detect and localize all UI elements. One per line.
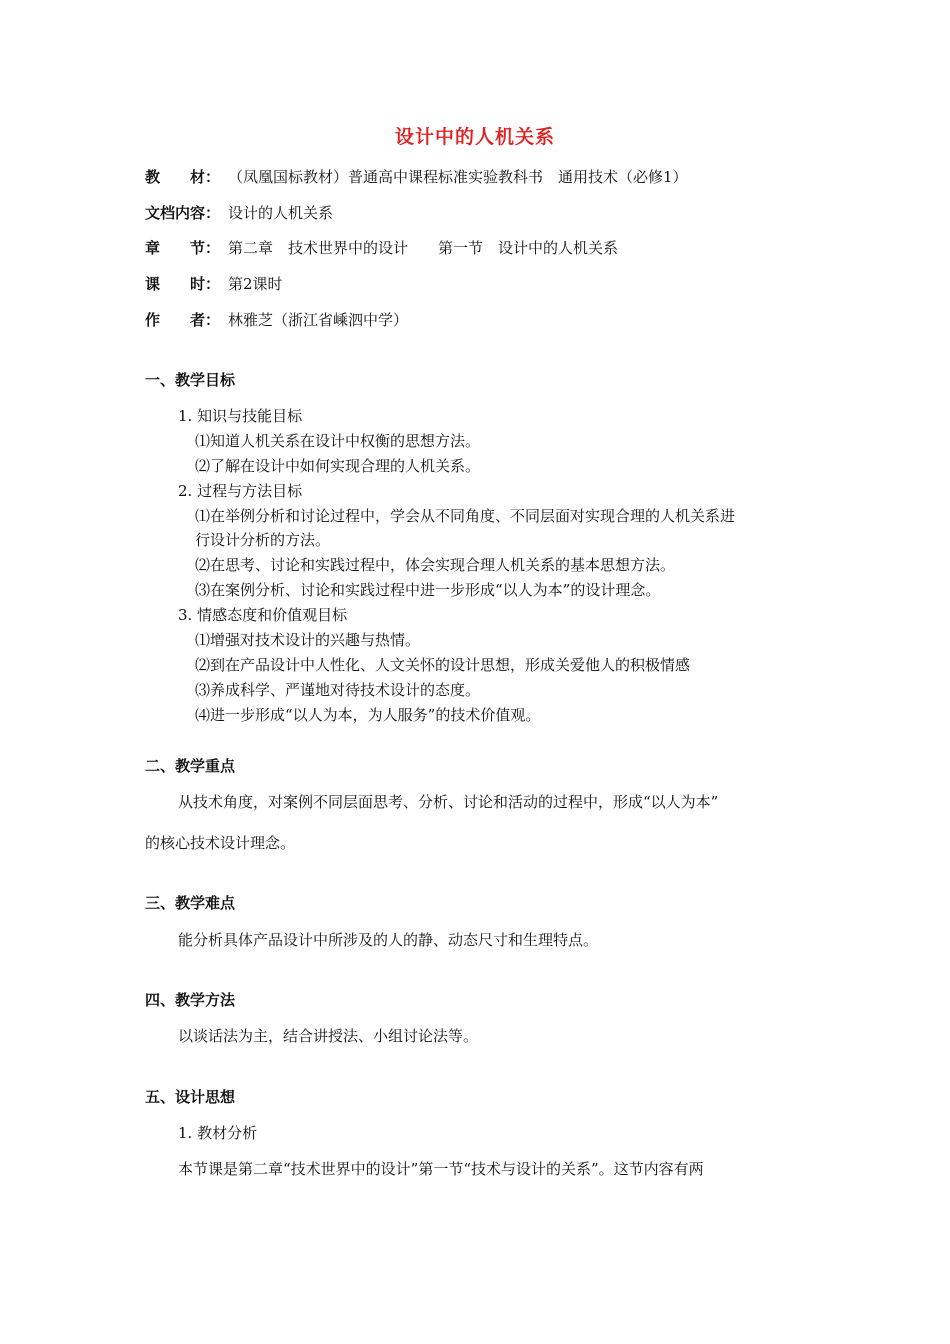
section-heading-methods: 四、教学方法 (145, 991, 236, 1009)
subsection-title: 1. 教材分析 (178, 1124, 258, 1142)
meta-row-content (145, 203, 333, 223)
meta-row-period (145, 274, 283, 294)
paragraph-line: 能分析具体产品设计中所涉及的人的静、动态尺寸和生理特点。 (178, 931, 599, 949)
meta-label: 章 节： (145, 239, 221, 257)
objective-item: 行设计分析的方法。 (195, 531, 331, 549)
meta-label: 课 时： (145, 275, 221, 293)
meta-row-chapter (145, 238, 618, 258)
meta-label: 文档内容： (145, 204, 221, 222)
meta-label: 作 者： (145, 311, 221, 329)
objective-item: ⑶养成科学、严谨地对待技术设计的态度。 (195, 681, 481, 699)
meta-value: 设计的人机关系 (228, 204, 334, 222)
objective-group-title: 3. 情感态度和价值观目标 (178, 606, 348, 624)
document-title: 设计中的人机关系 (394, 126, 555, 148)
section-heading-difficulties: 三、教学难点 (145, 894, 236, 912)
objective-item: ⑵在思考、讨论和实践过程中，体会实现合理人机关系的基本思想方法。 (195, 556, 676, 574)
meta-value: 第二章 技术世界中的设计 第一节 设计中的人机关系 (228, 239, 619, 257)
section-heading-design-thinking: 五、设计思想 (145, 1088, 236, 1106)
objective-item: ⑴知道人机关系在设计中权衡的思想方法。 (195, 432, 481, 450)
section-heading-objectives: 一、教学目标 (145, 371, 236, 389)
paragraph-line: 从技术角度，对案例不同层面思考、分析、讨论和活动的过程中，形成“以人为本” (178, 793, 719, 811)
meta-value: 林雅芝（浙江省嵊泗中学） (228, 311, 409, 329)
objective-item: ⑵了解在设计中如何实现合理的人机关系。 (195, 457, 481, 475)
section-heading-key-points: 二、教学重点 (145, 757, 236, 775)
paragraph-line: 的核心技术设计理念。 (145, 834, 296, 852)
objective-item: ⑴在举例分析和讨论过程中，学会从不同角度、不同层面对实现合理的人机关系进 (195, 507, 736, 525)
paragraph-line: 以谈话法为主，结合讲授法、小组讨论法等。 (178, 1027, 479, 1045)
paragraph-line: 本节课是第二章“技术世界中的设计”第一节“技术与设计的关系”。这节内容有两 (178, 1160, 704, 1178)
objective-item: ⑵到在产品设计中人性化、人文关怀的设计思想，形成关爱他人的积极情感 (195, 656, 691, 674)
meta-value: （凤凰国标教材）普通高中课程标准实验教科书 通用技术（必修1） (228, 168, 688, 186)
objective-group-title: 2. 过程与方法目标 (178, 482, 303, 500)
meta-label: 教 材： (145, 168, 221, 186)
meta-row-textbook (145, 167, 688, 187)
objective-group-title: 1. 知识与技能目标 (178, 407, 303, 425)
meta-value: 第2课时 (228, 275, 283, 293)
objective-item: ⑶在案例分析、讨论和实践过程中进一步形成“以人为本”的设计理念。 (195, 581, 661, 599)
objective-item: ⑴增强对技术设计的兴趣与热情。 (195, 631, 421, 649)
meta-row-author (145, 310, 408, 330)
objective-item: ⑷进一步形成“以人为本，为人服务”的技术价值观。 (195, 706, 541, 724)
